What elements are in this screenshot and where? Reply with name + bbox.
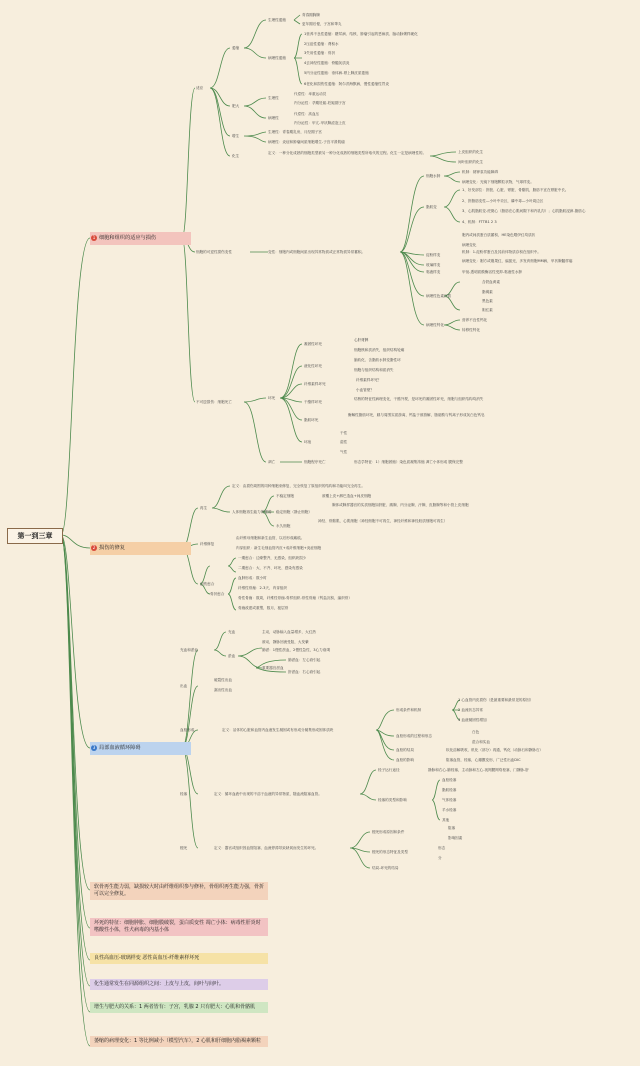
leaf: 漏出性出血	[214, 688, 232, 692]
leaf: 3 血液凝固性增加	[458, 718, 487, 722]
node-atrophy-physio[interactable]: 生理性萎缩	[268, 18, 286, 22]
leaf: 转移性钙化	[462, 328, 480, 332]
leaf: 阻塞	[448, 826, 456, 830]
node-calc[interactable]: 病理性钙化	[426, 323, 444, 327]
node-atrophy-patho[interactable]: 病理性萎缩	[268, 56, 286, 60]
leaf: 6老化和损伤性萎缩：阿尔茨海默病，慢性萎缩性胃炎	[304, 82, 389, 86]
node-stable[interactable]: 稳定细胞（静止细胞）	[276, 510, 312, 514]
leaf: 定义：由损伤周围的同种细胞来修复，完全恢复了原组织的结构和功能叫完全再生。	[232, 484, 365, 488]
leaf: 脂肪栓塞	[442, 788, 457, 792]
leaf: 破裂性出血	[214, 678, 232, 682]
leaf: 静脉和右心-肺栓塞，主动脉和左心-视网膜网络栓塞，门静脉-肝	[428, 768, 529, 772]
leaf: 2、肝脂肪变性—小叶中央区，磷中毒—小叶周边区	[462, 199, 544, 203]
priority-one-icon: 1	[92, 235, 96, 240]
node-hyperplasia[interactable]: 增生	[232, 134, 240, 138]
leaf: 1、好发部位：肝脏、心脏、肾脏、骨骼肌，脂肪不宜在肾脏中长。	[462, 188, 569, 192]
leaf: 主动，动脉输入血量增多，大红热	[262, 630, 316, 634]
note-atrophy[interactable]: 萎缩的病理变化：1 等比例减小（模型汽车），2 心肌和肝细胞内脂褐素颗粒	[90, 1036, 268, 1047]
leaf: 其他	[442, 818, 450, 822]
node-fatnec[interactable]: 脂肪坏死	[304, 418, 319, 422]
leaf: 变性：细胞内或细胞间质出现异常物质或正常物质异常蓄积。	[268, 250, 366, 254]
node-hyperemia[interactable]: 充血和淤血	[180, 648, 198, 652]
leaf: 定义：一种分化成熟的细胞类型被另一种分化成熟的细胞类型所取代的过程。化生一定是病理性的。	[268, 151, 427, 155]
leaf: 细胞与组织结构和质消失	[354, 368, 394, 372]
node-liquef[interactable]: 液化性坏死	[304, 364, 322, 368]
leaf: 被动，静脉回流受阻，大发紫	[262, 640, 309, 644]
leaf: 上皮组织的化生	[458, 150, 484, 154]
node-cell-type[interactable]: 人体细胞再生能力的强弱	[232, 510, 272, 514]
priority-two-icon: 2	[92, 545, 96, 550]
leaf: 腺体或腺样器官的实质细胞如肝脏、胰腺、内分泌腺、汗腺、皮脂腺等和小管上皮细胞	[332, 503, 469, 507]
node-bone[interactable]: 骨折愈合	[210, 592, 225, 596]
leaf: 病理性：炎症和肿瘤间质细胞增生-子宫平滑肌瘤	[268, 140, 345, 144]
leaf: 定义：循环血液中出现的不溶于血液的异常物质，随血流阻塞血管。	[214, 792, 322, 796]
node-embolus-types[interactable]: 栓塞的类型和影响	[378, 798, 407, 802]
note-necrosis[interactable]: 坏死的特征：细胞肿胀、细胞膜破裂，蛋白质变性 凋亡小体：病毒性肝炎时嗜酸性小体，性犬病毒的内基小体	[90, 918, 268, 936]
section-repair[interactable]	[90, 542, 191, 555]
leaf: 青春期胸腺	[302, 13, 320, 17]
node-embolism[interactable]: 栓塞	[180, 792, 188, 796]
leaf: 甲低-透明质酸酶活性受抑-黏液性水肿	[462, 270, 523, 274]
leaf: 4、机制：FTTB1 2 3	[462, 220, 497, 224]
priority-three-icon: 3	[92, 745, 96, 750]
leaf: 小血管壁？	[356, 388, 374, 392]
node-lung-liver[interactable]: 重要器官淤血	[262, 666, 284, 670]
node-amyloid[interactable]: 淀粉样变	[426, 253, 441, 257]
leaf: 细胞核和质消失，组织结构轮廓	[354, 348, 405, 352]
leaf: 1营养不良性萎缩：糖尿病、结核、肿瘤引起的恶病质、脑动脉粥样硬化	[304, 32, 418, 36]
leaf: 细胞程序死亡	[304, 460, 326, 464]
leaf: 2 血流状态异常	[458, 708, 483, 712]
leaf: 3、心肌脂肪变-虎斑心（脂肪在心肌间隙下和内乳沟）；心肌脂肪浸润-脂肪心	[462, 209, 586, 213]
leaf: 血栓栓塞	[442, 778, 457, 782]
section-label: 细胞和组织的适应与损伤	[99, 235, 157, 241]
node-hyper-physio[interactable]: 生理性	[268, 96, 279, 100]
leaf: 酶解性脂肪坏死，胰与周围实质游离，钙盐于被游解，脂肪酸与钙离子形成灰白色钙皂	[348, 413, 485, 417]
leaf: 间叶组织的化生	[458, 160, 484, 164]
node-infarction[interactable]: 梗死	[180, 846, 188, 850]
node-apoptosis[interactable]: 凋亡	[268, 460, 276, 464]
leaf: 4去神经性萎缩：脊髓灰质炎	[304, 61, 350, 65]
leaf: 定义：器官或组织因血管阻塞、血流停滞导致缺氧而发生的坏死。	[214, 846, 319, 850]
note-hypertension[interactable]: 良性高血压-玻璃样变 恶性高血压-纤维素样坏死	[90, 953, 268, 964]
node-active[interactable]: 充血	[228, 630, 236, 634]
leaf: 白色	[472, 730, 480, 734]
node-infarct-cause[interactable]: 梗死形成原因和条件	[372, 830, 405, 834]
leaf: 混合和实血	[472, 740, 490, 744]
node-reversible[interactable]: 细胞的可逆性损伤变性	[196, 250, 232, 254]
node-thrombosis[interactable]: 血栓形成	[180, 728, 195, 732]
node-thromb-type[interactable]: 血栓形成的过程和形态	[396, 734, 432, 738]
leaf: 营养不良性钙化	[462, 318, 488, 322]
leaf: 生理性：青春期乳房，月经期子宫	[268, 130, 322, 134]
leaf: 1 心血管内皮损伤（是最重要和最常见的原因）	[458, 698, 534, 702]
leaf: 胞内或间质蛋白质蓄积，HE染色嗜伊红均质状	[462, 233, 536, 237]
node-pigment[interactable]: 病理性色素沉着	[426, 294, 452, 298]
leaf: 气性	[340, 450, 348, 454]
leaf: 血肿形成：数小时	[238, 576, 267, 580]
node-coag[interactable]: 凝固性坏死	[304, 342, 322, 346]
node-fatty[interactable]: 脂肪变	[426, 205, 437, 209]
leaf: 3失用性萎缩：骨折	[304, 51, 336, 55]
leaf: 纤维性骨痂：2-3天，肉芽组织	[238, 586, 287, 590]
leaf: 机制：1.淀粉样蛋白及其前体物质存积在组织中。	[462, 250, 541, 254]
node-fibrous[interactable]: 纤维修复	[200, 542, 215, 546]
leaf: 定义：活体的心脏和血管内血液发生凝固或有形成分凝集形成固体质块	[222, 728, 334, 732]
root-topic[interactable]: 第一到三章	[7, 528, 63, 544]
leaf: 干性	[340, 431, 348, 435]
note-cartilage[interactable]: 软骨再生能力弱，缺损较大时由纤维组织参与修补，骨组织再生能力强，骨折可以完全修复。	[90, 882, 268, 900]
node-necrosis[interactable]: 坏死	[268, 396, 276, 400]
leaf: 形态	[438, 846, 446, 850]
node-regen[interactable]: 再生	[200, 506, 208, 510]
node-labile[interactable]: 不稳定细胞	[276, 494, 294, 498]
note-hyperplasia[interactable]: 增生与肥大的关系：1 两者皆有：子宫，乳腺 2 只有肥大：心肌和骨骼肌	[90, 1002, 268, 1013]
leaf: 肺淤：1慢性淤血，2慢性急性，3心力衰竭	[262, 648, 330, 652]
leaf: 内分泌性：甲亢-甲状腺滤泡上皮	[294, 121, 346, 125]
node-infarct-outcome[interactable]: 结局-坏死的结局	[372, 866, 399, 870]
node-adapt[interactable]: 适应	[196, 86, 204, 90]
node-passive[interactable]: 淤血	[228, 654, 236, 658]
node-infarct-form[interactable]: 梗死的形态特征及类型	[372, 850, 408, 854]
section-label: 损伤的修复	[99, 545, 125, 551]
node-gangrene[interactable]: 坏疽	[304, 440, 312, 444]
leaf: 被覆上皮+淋巴造血+间皮细胞	[322, 494, 372, 498]
leaf: 病理变化：光镜下细胞颗粒状物，气球样变。	[462, 180, 534, 184]
leaf: 结核的特征性病理变化，干酪外观，是坏死的凝固性坏死，细胞与组织结构均消失	[354, 397, 484, 401]
leaf: 二期愈合：大、不齐、坏死、感染有感染	[238, 566, 303, 570]
node-wound[interactable]: 创伤愈合	[200, 582, 215, 586]
leaf: 肺淤血：左心衰引起	[288, 658, 321, 662]
node-hemorrhage[interactable]: 出血	[180, 684, 188, 688]
leaf: 代偿性：举重运动员	[294, 92, 327, 96]
leaf: 分	[438, 856, 442, 860]
leaf: 骨性骨痂：数周，纤维性骨痂-骨样组织-骨性骨痂（钙盐沉积，编织骨）	[238, 596, 352, 600]
node-thromb-cond[interactable]: 形成条件和机制	[396, 708, 422, 712]
leaf: 脑软化、含脂肪水肿变脂性坏	[354, 358, 401, 362]
node-thromb-fate[interactable]: 血栓的结局	[396, 748, 414, 752]
node-perm[interactable]: 永久细胞	[276, 524, 291, 528]
section-circulation[interactable]	[90, 742, 191, 755]
leaf: 一期愈合：边缘整齐，无感染，组织缺损少	[238, 556, 307, 560]
leaf: 5内分泌性萎缩：垂体病-肾上腺皮质萎缩	[304, 71, 369, 75]
leaf: 纤维素样坏死？	[356, 378, 382, 382]
leaf: 病理变化	[462, 243, 477, 247]
leaf: 肝淤血：右心衰引起	[288, 670, 321, 674]
leaf: 心肝肾脾	[354, 338, 369, 342]
leaf: 形态学特征：1）细胞固缩）染色质凝集浓缩 凋亡小体形成 膜保完整	[354, 460, 463, 464]
leaf: 软化溶解吸收，机化（部分）再通，钙化（动脉石和静脉石）	[446, 748, 544, 752]
leaf: 阻塞血管，栓塞，心瓣膜变形，广泛性出血DIC	[446, 758, 521, 762]
leaf: 羊水栓塞	[442, 808, 457, 812]
node-thromb-effect[interactable]: 血栓的影响	[396, 758, 414, 762]
node-embolus-path[interactable]: 栓子运行途径	[378, 768, 400, 772]
leaf: 影响因素	[448, 836, 463, 840]
leaf: 胆红素	[482, 308, 493, 312]
note-metaplasia[interactable]: 化生通常发生在同源组织之间：上皮与上皮，间叶与间叶。	[90, 979, 268, 990]
node-hypertrophy[interactable]: 肥大	[232, 104, 240, 108]
node-edema[interactable]: 细胞水肿	[426, 174, 441, 178]
node-hyaline[interactable]: 玻璃样变	[426, 263, 441, 267]
leaf: 黑色素	[482, 299, 493, 303]
node-irreversible[interactable]: 不可逆损伤：细胞死亡	[196, 400, 232, 404]
section-label: 局部血液循环障碍	[99, 745, 141, 751]
leaf: 气体栓塞	[442, 798, 457, 802]
node-metaplasia[interactable]: 化生	[232, 154, 240, 158]
node-mucoid[interactable]: 黏液样变	[426, 270, 441, 274]
leaf: 更年期后便，子宫和睾丸	[302, 22, 342, 26]
node-hyper-patho[interactable]: 病理性	[268, 116, 279, 120]
leaf: 脂褐素	[482, 290, 493, 294]
section-cell-injury[interactable]	[90, 232, 191, 245]
leaf: 肉芽组织：新生毛细血管内皮+成纤维细胞+炎症细胞	[236, 546, 322, 550]
node-fibrinoid[interactable]: 纤维素样坏死	[304, 382, 326, 386]
leaf: 机制：钠钾泵功能障碍	[462, 170, 498, 174]
node-atrophy[interactable]: 萎缩	[232, 46, 240, 50]
leaf: 含铁血黄素	[482, 280, 500, 284]
leaf: 2压迫性萎缩：肾积水	[304, 42, 339, 46]
leaf: 湿性	[340, 440, 348, 444]
leaf: 由纤维母细胞和新生血管，以后形成瘢痕。	[236, 536, 305, 540]
leaf: 代偿性：高血压	[294, 112, 320, 116]
leaf: 骨痂改建或重塑，数月，板层骨	[238, 606, 289, 610]
leaf: 内分泌性：孕期妊娠-妊娠期子宫	[294, 101, 346, 105]
node-caseous[interactable]: 干酪样坏死	[304, 400, 322, 404]
leaf: 神经、骨骼肌、心肌细胞（神经细胞不可再生，神经纤维和神经胶质细胞可再生）	[318, 519, 448, 523]
leaf: 病理变化：刚方或刚果红，偏振光，多发育细胞MM病，甲状腺髓样癌	[462, 259, 573, 263]
